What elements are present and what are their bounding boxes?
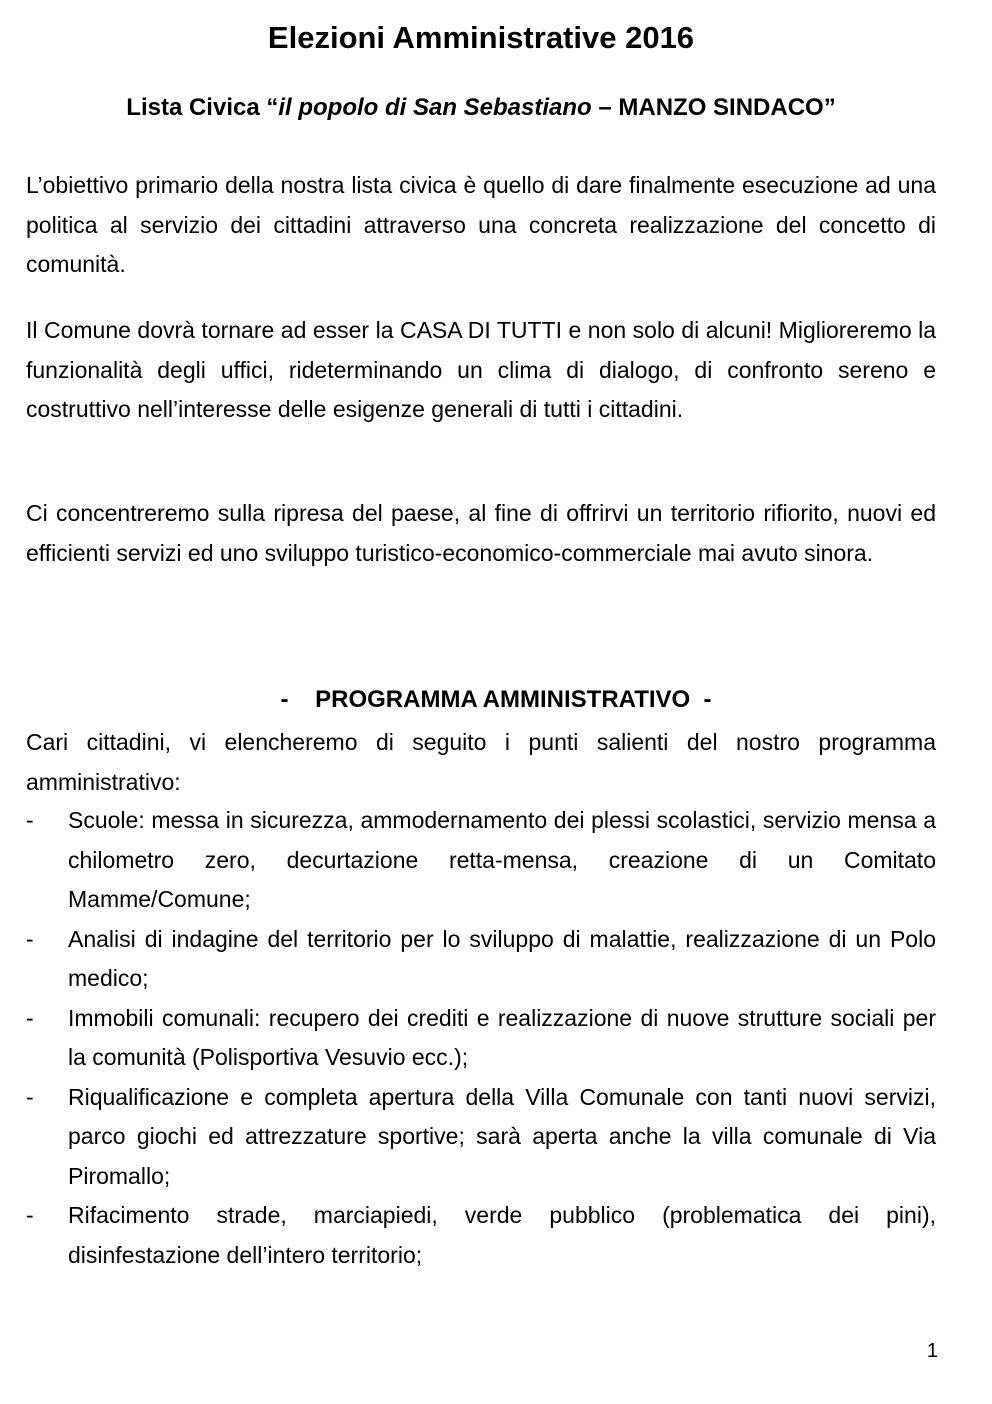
paragraph-municipality: Il Comune dovrà tornare ad esser la CASA DI TUTTI e non solo di alcuni! Miglioreremo la funzionalità degli uffici, rideterminando un clima di dialogo, di confronto sereno e costruttivo nell’interesse delle esigenze generali di tutti i cittadini. xyxy=(26,317,936,422)
list-item-text: Rifacimento strade, marciapiedi, verde pubblico (problematica dei pini), disinfestazione dell’intero territorio; xyxy=(68,1202,936,1268)
bullet-dash: - xyxy=(26,1202,34,1228)
list-item-text: Immobili comunali: recupero dei crediti e realizzazione di nuove strutture sociali per la comunità (Polisportiva Vesuvio ecc.); xyxy=(68,1004,936,1070)
paragraph-objective: L’obiettivo primario della nostra lista civica è quello di dare finalmente esecuzione ad una politica al servizio dei cittadini attraverso una concreta realizzazione del concetto di comunità. xyxy=(26,172,936,277)
subtitle-list-name: il popolo di San Sebastiano xyxy=(278,94,592,121)
list-item-text: Riqualificazione e completa apertura della Villa Comunale con tanti nuovi servizi, parco giochi ed attrezzature sportive; sarà aperta anche la villa comunale di Via Piromallo; xyxy=(68,1083,936,1189)
bullet-dash: - xyxy=(26,1083,34,1110)
paragraph-recovery: Ci concentreremo sulla ripresa del paese, al fine di offrirvi un territorio rifiorito, nuovi ed efficienti servizi ed uno sviluppo turistico-economico-commerciale mai avuto sinora. xyxy=(26,500,936,566)
list-item-text: Analisi di indagine del territorio per lo sviluppo di malattie, realizzazione di un Polo medico; xyxy=(68,925,936,991)
program-bullet-list xyxy=(26,801,936,1275)
list-item xyxy=(26,999,936,1078)
subtitle-prefix: Lista Civica “ xyxy=(126,94,279,121)
list-item xyxy=(26,801,936,920)
list-item xyxy=(26,1078,936,1197)
document-title: Elezioni Amministrative 2016 xyxy=(267,20,695,55)
document-subtitle xyxy=(0,90,962,126)
bullet-dash: - xyxy=(26,925,34,952)
list-item-text: Scuole: messa in sicurezza, ammodernamento dei plessi scolastici, servizio mensa a chilometro zero, decurtazione retta-mensa, creazione di un Comitato Mamme/Comune; xyxy=(68,807,936,912)
subtitle-suffix: – MANZO SINDACO” xyxy=(591,94,836,121)
page-number: 1 xyxy=(926,1340,938,1362)
section-heading-programma: - PROGRAMMA AMMINISTRATIVO - xyxy=(280,686,712,713)
bullet-dash: - xyxy=(26,807,34,833)
program-intro: Cari cittadini, vi elencheremo di seguito i punti salienti del nostro programma amministrativo: xyxy=(26,729,936,795)
list-item xyxy=(26,920,936,999)
list-item xyxy=(26,1196,936,1275)
bullet-dash: - xyxy=(26,1004,34,1031)
